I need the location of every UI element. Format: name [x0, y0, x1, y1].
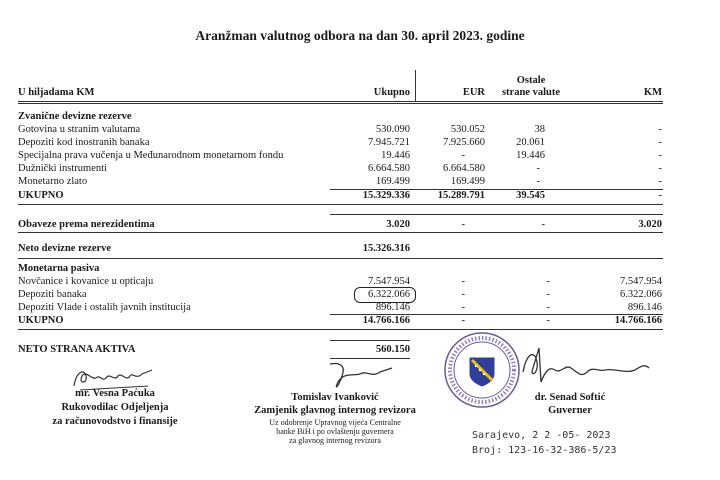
- stamp-date: Sarajevo, 2 2 -05- 2023: [472, 430, 611, 441]
- obligations-underline: [18, 232, 663, 233]
- col-header-km: KM: [643, 87, 662, 98]
- header-underline-double: [18, 103, 663, 104]
- section-reserves-title: Zvanične devizne rezerve: [18, 111, 132, 122]
- document-title: Aranžman valutnog odbora na dan 30. april 2023. godine: [195, 28, 525, 43]
- left-signatory-role-1: Rukovodilac Odjeljenja: [61, 402, 169, 413]
- col-header-ostale-line2: strane valute: [501, 87, 561, 98]
- middle-note-3: za glavnog internog revizora: [289, 436, 381, 445]
- col-header-ostale-line1: Ostale: [516, 75, 546, 86]
- net-reserves-underline: [18, 258, 663, 259]
- left-signatory-role-2: za računovodstvo i finansije: [52, 416, 178, 427]
- section-monetary-title: Monetarna pasiva: [18, 263, 100, 274]
- header-underline: [18, 101, 663, 102]
- middle-note-1: Uz odobrenje Upravnog vijeća Centralne: [269, 418, 401, 427]
- unit-label: U hiljadama KM: [18, 87, 95, 98]
- middle-signatory-name: Tomislav Ivanković: [291, 392, 379, 403]
- net-assets-top-rule: [330, 340, 410, 341]
- stamp-number: Broj: 123-16-32-386-5/23: [472, 445, 617, 456]
- col-header-eur: EUR: [462, 87, 485, 98]
- header-divider: [415, 70, 416, 102]
- obligations-top-rule: [330, 214, 663, 215]
- right-signatory-role: Guverner: [548, 405, 592, 416]
- col-header-ukupno: Ukupno: [373, 87, 410, 98]
- middle-signatory-role: Zamjenik glavnog internog revizora: [254, 405, 416, 416]
- middle-note-2: banke BiH i po ovlaštenju guvernera: [276, 427, 394, 436]
- right-signatory-name: dr. Senad Softić: [534, 392, 606, 403]
- signature-right: [515, 342, 655, 392]
- monetary-total-underline: [18, 329, 663, 330]
- handdrawn-circle: [354, 287, 416, 303]
- total-underline: [18, 204, 663, 205]
- signature-middle: [320, 356, 400, 396]
- left-signatory-name: mr. Vesna Paćuka: [75, 388, 155, 399]
